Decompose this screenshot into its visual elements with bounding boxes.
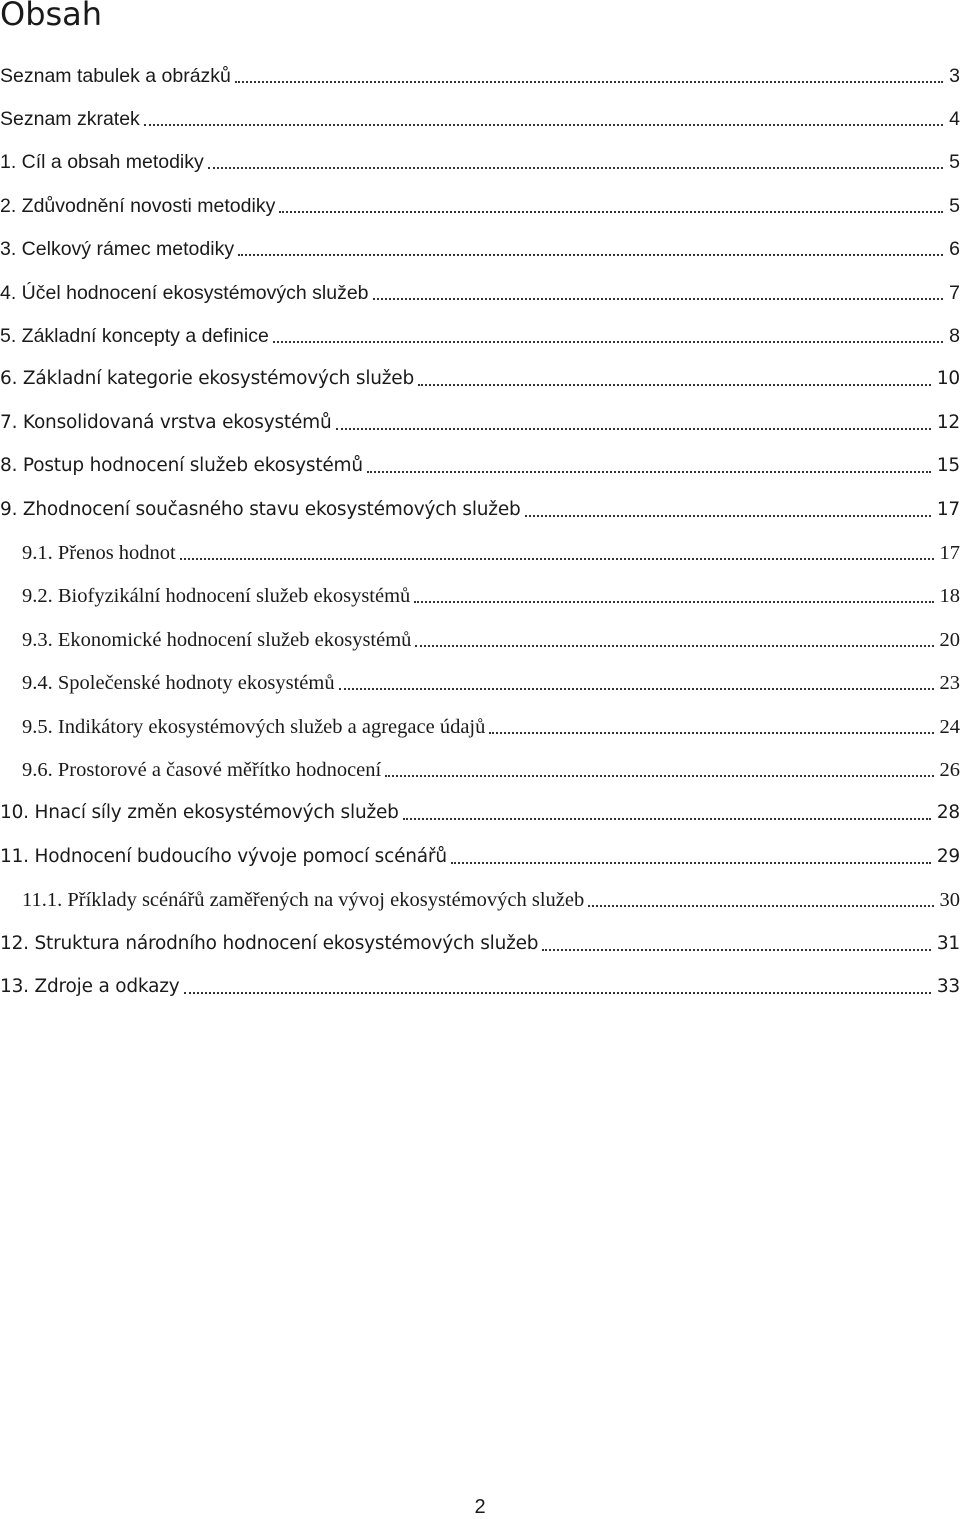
- toc-entry-page[interactable]: 17: [936, 541, 960, 565]
- toc-entry-label[interactable]: 5. Základní koncepty a definice: [0, 324, 271, 348]
- toc-entry[interactable]: [0, 618, 960, 661]
- toc-leader-dots: [373, 281, 944, 305]
- toc-entry-label[interactable]: Seznam tabulek a obrázků: [0, 64, 233, 88]
- toc-entry[interactable]: [0, 575, 960, 618]
- toc-entry-label[interactable]: 4. Účel hodnocení ekosystémových služeb: [0, 281, 371, 305]
- toc-entry[interactable]: [0, 878, 960, 921]
- toc-entry[interactable]: [0, 792, 960, 835]
- toc-entry[interactable]: [0, 748, 960, 791]
- toc-entry-page[interactable]: 15: [933, 454, 960, 478]
- page-title: Obsah: [0, 0, 102, 34]
- toc-entry-page[interactable]: 6: [945, 237, 960, 261]
- toc-entry-page[interactable]: 4: [945, 107, 960, 131]
- toc-leader-dots: [180, 541, 934, 565]
- toc-entry-label[interactable]: 9.5. Indikátory ekosystémových služeb a agregace údajů: [22, 715, 487, 739]
- toc-entry-page[interactable]: 28: [933, 801, 960, 825]
- toc-entry-label[interactable]: 9.2. Biofyzikální hodnocení služeb ekosystémů: [22, 584, 412, 608]
- toc-entry-label[interactable]: 11. Hodnocení budoucího vývoje pomocí scénářů: [0, 845, 449, 869]
- toc-entry-page[interactable]: 23: [936, 671, 960, 695]
- toc-leader-dots: [415, 628, 933, 652]
- toc-entry-label[interactable]: 11.1. Příklady scénářů zaměřených na vývoj ekosystémových služeb: [22, 888, 586, 912]
- toc-entry-label[interactable]: 7. Konsolidovaná vrstva ekosystémů: [0, 411, 334, 435]
- toc-entry-page[interactable]: 29: [933, 845, 960, 869]
- toc-entry[interactable]: [0, 314, 960, 357]
- toc-entry[interactable]: [0, 401, 960, 444]
- toc-leader-dots: [184, 975, 931, 999]
- toc-entry[interactable]: [0, 141, 960, 184]
- toc-leader-dots: [403, 801, 931, 825]
- toc-leader-dots: [542, 932, 931, 956]
- toc-entry-page[interactable]: 8: [945, 324, 960, 348]
- toc-leader-dots: [414, 584, 933, 608]
- toc-leader-dots: [367, 454, 931, 478]
- toc-entry-page[interactable]: 5: [945, 150, 960, 174]
- toc-entry-page[interactable]: 24: [936, 715, 960, 739]
- toc-leader-dots: [385, 758, 933, 782]
- toc-entry-label[interactable]: 10. Hnací síly změn ekosystémových služeb: [0, 801, 401, 825]
- toc-entry-label[interactable]: 9.3. Ekonomické hodnocení služeb ekosystémů: [22, 628, 413, 652]
- table-of-contents: [0, 54, 960, 1009]
- toc-entry-page[interactable]: 31: [933, 932, 960, 956]
- toc-entry-page[interactable]: 33: [933, 975, 960, 999]
- toc-entry-page[interactable]: 5: [945, 194, 960, 218]
- toc-entry-label[interactable]: 9.6. Prostorové a časové měřítko hodnocení: [22, 758, 383, 782]
- toc-entry-label[interactable]: 1. Cíl a obsah metodiky: [0, 150, 206, 174]
- toc-entry-page[interactable]: 20: [936, 628, 960, 652]
- toc-entry[interactable]: [0, 445, 960, 488]
- toc-entry-label[interactable]: 2. Zdůvodnění novosti metodiky: [0, 194, 277, 218]
- page-number: 2: [0, 1495, 960, 1519]
- toc-entry-label[interactable]: 12. Struktura národního hodnocení ekosystémových služeb: [0, 932, 540, 956]
- toc-leader-dots: [451, 845, 931, 869]
- toc-entry-page[interactable]: 18: [936, 584, 960, 608]
- toc-leader-dots: [339, 671, 934, 695]
- toc-entry-label[interactable]: 13. Zdroje a odkazy: [0, 975, 182, 999]
- toc-entry-label[interactable]: 9. Zhodnocení současného stavu ekosystémových služeb: [0, 498, 523, 522]
- toc-leader-dots: [525, 498, 931, 522]
- toc-entry[interactable]: [0, 922, 960, 965]
- toc-leader-dots: [489, 715, 933, 739]
- toc-entry-page[interactable]: 7: [945, 281, 960, 305]
- toc-leader-dots: [208, 150, 943, 174]
- toc-entry-label[interactable]: Seznam zkratek: [0, 107, 142, 131]
- toc-entry[interactable]: [0, 531, 960, 574]
- toc-entry[interactable]: [0, 184, 960, 227]
- toc-entry-page[interactable]: 10: [933, 367, 960, 391]
- toc-leader-dots: [279, 194, 943, 218]
- toc-leader-dots: [144, 107, 943, 131]
- toc-leader-dots: [588, 888, 933, 912]
- toc-entry[interactable]: [0, 661, 960, 704]
- toc-entry-label[interactable]: 9.1. Přenos hodnot: [22, 541, 178, 565]
- toc-leader-dots: [238, 237, 943, 261]
- toc-entry-label[interactable]: 8. Postup hodnocení služeb ekosystémů: [0, 454, 365, 478]
- toc-entry[interactable]: [0, 97, 960, 140]
- toc-entry[interactable]: [0, 271, 960, 314]
- toc-entry-label[interactable]: 3. Celkový rámec metodiky: [0, 237, 236, 261]
- toc-entry[interactable]: [0, 835, 960, 878]
- toc-entry-page[interactable]: 17: [933, 498, 960, 522]
- toc-entry-page[interactable]: 30: [936, 888, 960, 912]
- toc-entry-page[interactable]: 12: [933, 411, 960, 435]
- toc-entry[interactable]: [0, 54, 960, 97]
- toc-leader-dots: [273, 324, 943, 348]
- toc-leader-dots: [235, 64, 943, 88]
- toc-entry[interactable]: [0, 358, 960, 401]
- toc-entry[interactable]: [0, 965, 960, 1008]
- toc-entry-page[interactable]: 26: [936, 758, 960, 782]
- toc-entry-label[interactable]: 6. Základní kategorie ekosystémových služeb: [0, 367, 416, 391]
- toc-entry-page[interactable]: 3: [945, 64, 960, 88]
- toc-entry[interactable]: [0, 488, 960, 531]
- toc-entry[interactable]: [0, 228, 960, 271]
- toc-entry-label[interactable]: 9.4. Společenské hodnoty ekosystémů: [22, 671, 337, 695]
- toc-entry[interactable]: [0, 705, 960, 748]
- toc-leader-dots: [336, 411, 931, 435]
- toc-leader-dots: [418, 367, 931, 391]
